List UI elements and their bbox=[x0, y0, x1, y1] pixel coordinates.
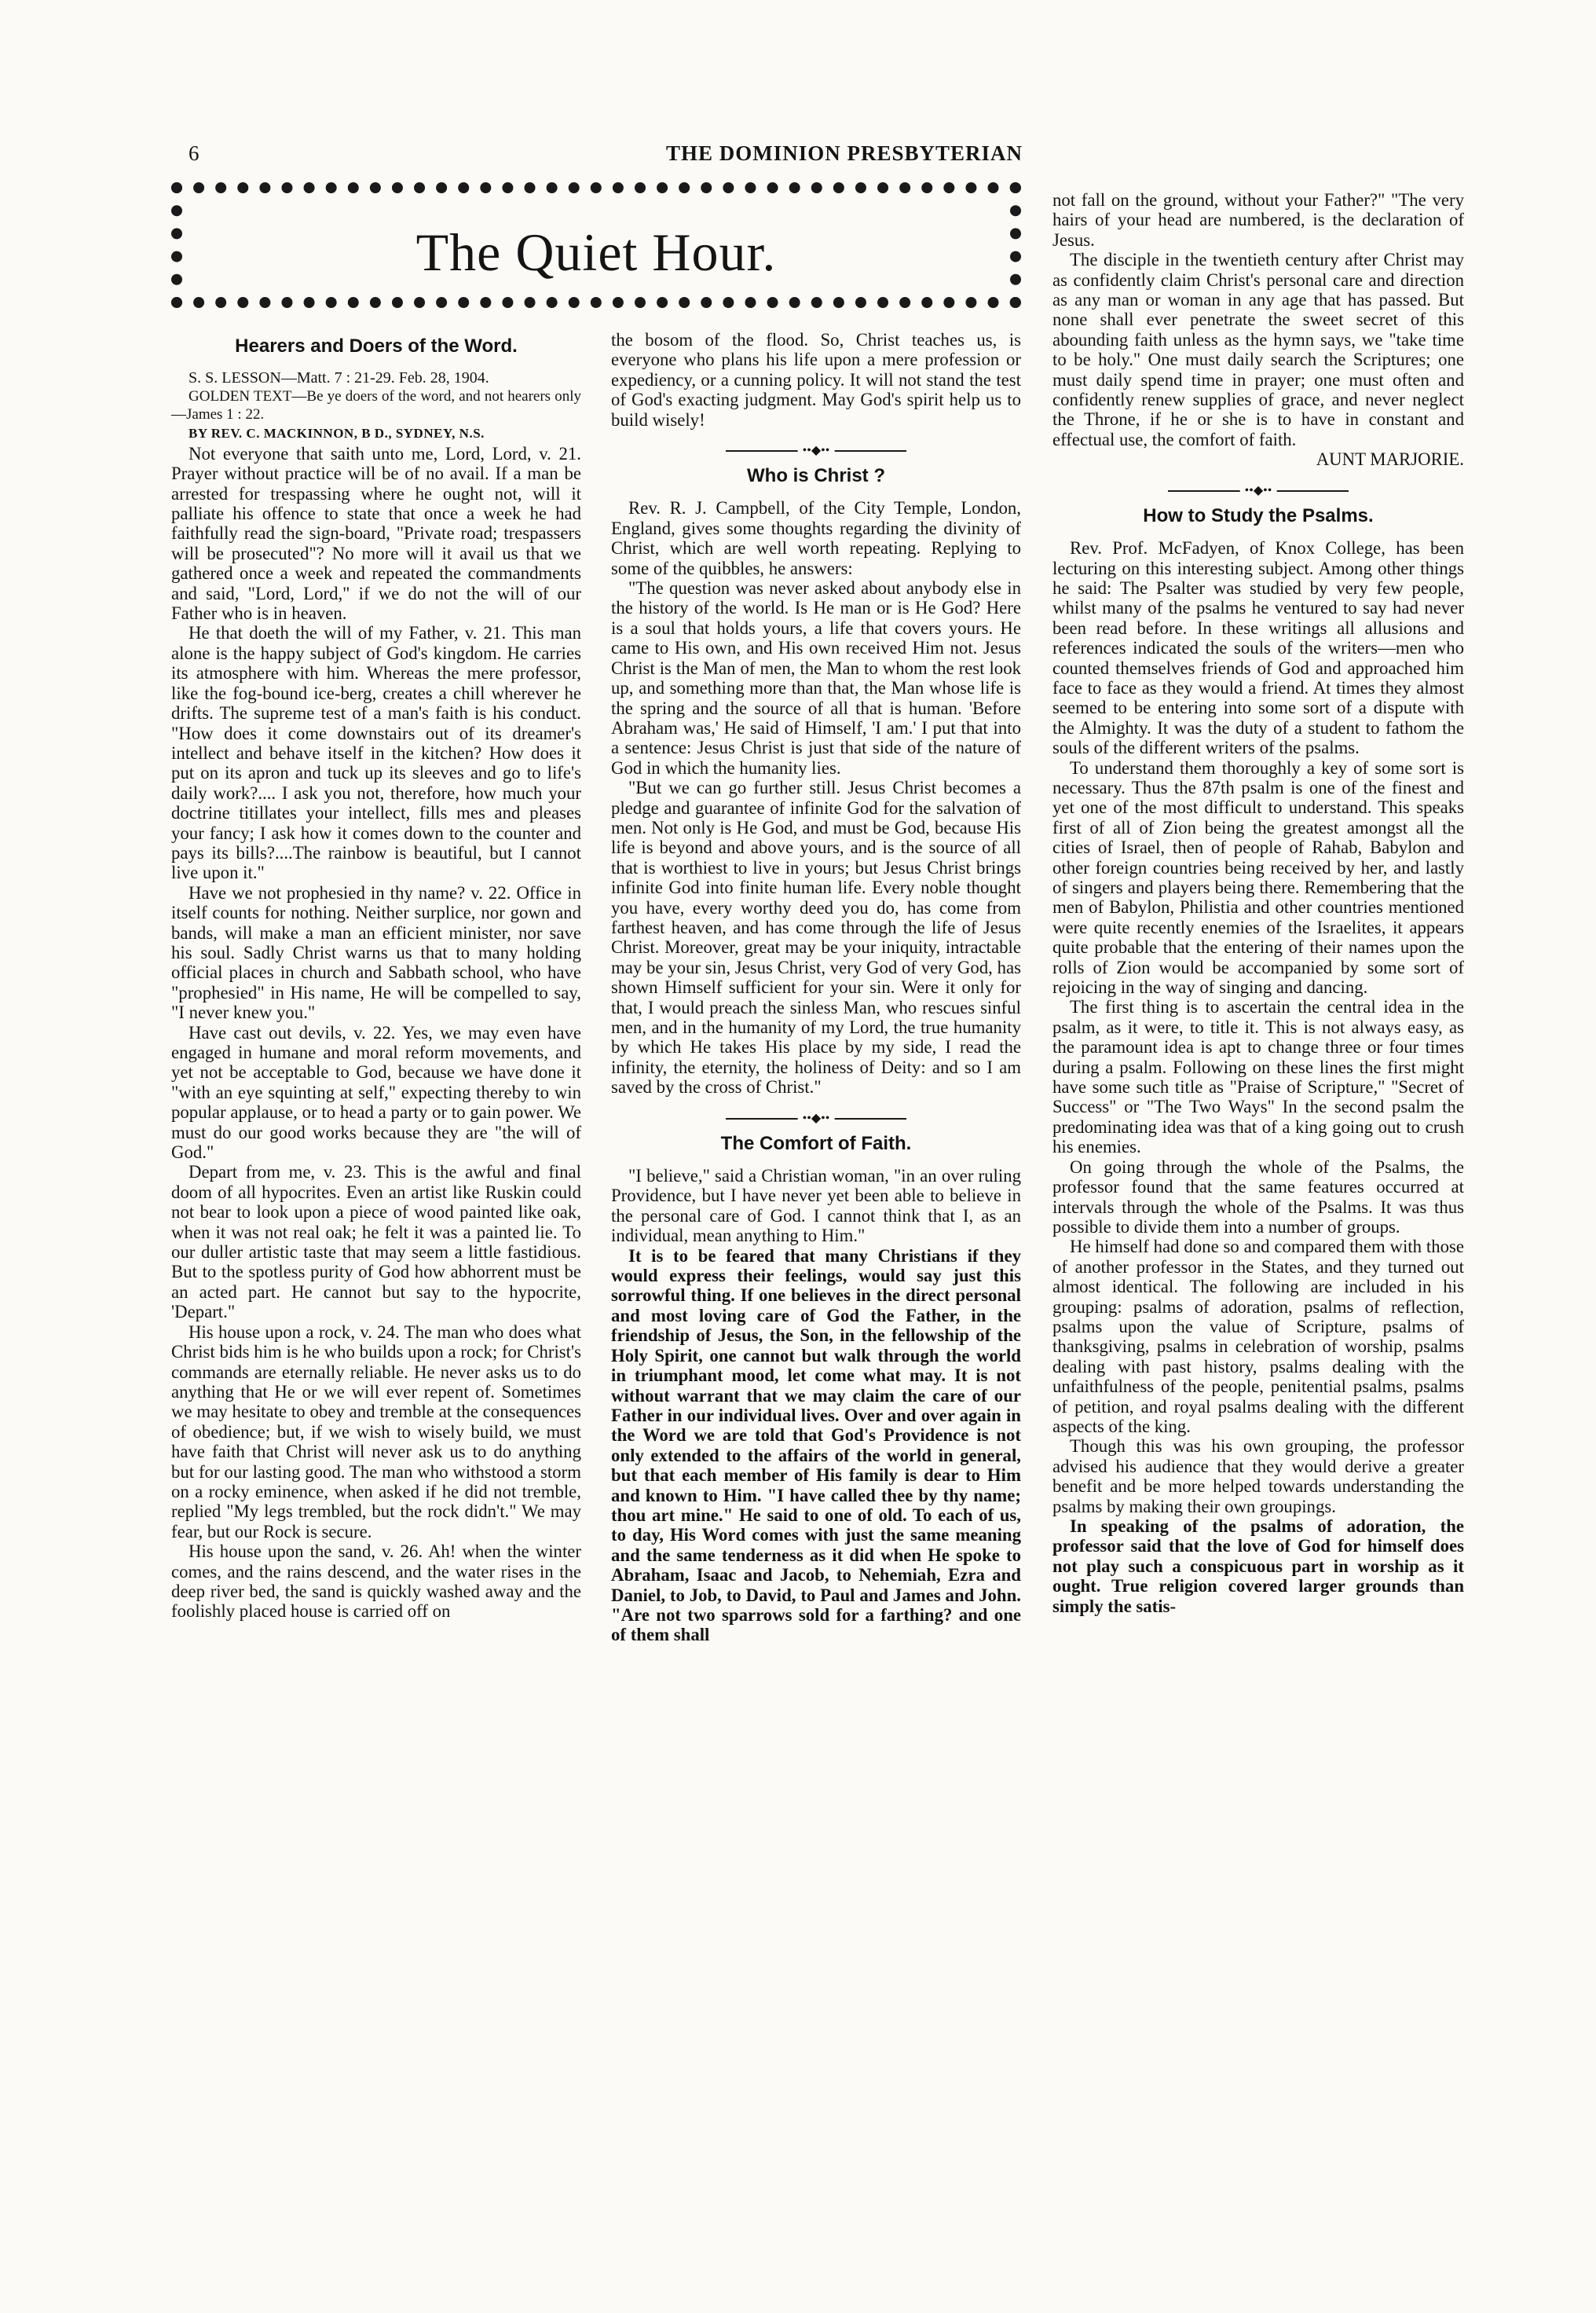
page-number: 6 bbox=[189, 141, 200, 165]
paragraph: Not everyone that saith unto me, Lord, Lord, v. 21. Prayer without practice will be of no avail. If a man be arrested for trespassing where he ought not, will it palliate his offence to state that once a week he had faithfully read the sign-board, "Private road; trespassers will be prosecuted"? No more will it avail us that we gathered once a week and repeated the commandments and said, "Lord, Lord," if we do not the will of our Father who is in heaven. bbox=[171, 443, 581, 624]
section-title: The Quiet Hour. bbox=[415, 222, 777, 282]
paragraph: Have we not prophesied in thy name? v. 22. Office in itself counts for nothing. Neither surplice, nor gown and bands, will make a man an efficient minister, nor save his soul. Sadly Christ warns us that to many holding official places in church and Sabbath school, who have "prophesied" in His name, He will be compelled to say, "I never knew you." bbox=[171, 882, 581, 1023]
section-divider bbox=[726, 1110, 906, 1127]
paragraph: "I believe," said a Christian woman, "in an over ruling Providence, but I have never yet been able to believe in the personal care of God. I cannot think that I, as an individual, mean anything to Him." bbox=[611, 1166, 1021, 1246]
paragraph: Rev. R. J. Campbell, of the City Temple, London, England, gives some thoughts regarding the divinity of Christ, which are well worth repeating. Replying to some of the quibbles, he answers: bbox=[611, 498, 1021, 578]
paragraph: "The question was never asked about anybody else in the history of the world. Is He man or is He God? Here is a soul that holds yours, a life that covers yours. He came to His own, and His own received Him not. Jesus Christ is the Man of men, the Man to whom the rest look up, and something more than that, the Man whose life is the spring and the source of all that is human. 'Before Abraham was,' He said of Himself, 'I am.' I put that into a sentence: Jesus Christ is just that side of the nature of God in which the humanity lies. bbox=[611, 578, 1021, 778]
article-heading-hearers-doers: Hearers and Doers of the Word. bbox=[235, 335, 518, 357]
column-2 bbox=[611, 330, 1021, 1645]
section-title-box bbox=[171, 182, 1021, 308]
paragraph: The disciple in the twentieth century after Christ may as confidently claim Christ's personal care and direction as any man or woman in any age that has passed. But none shall ever penetrate the sweet secret of this abounding faith unless as the hymn says, we "take time to be holy." One must daily search the Scriptures; one must daily spend time in prayer; one must often and confidently renew supplies of grace, and never neglect the Throne, if he or she is to have in constant and effectual use, the comfort of faith. bbox=[1052, 250, 1464, 449]
paragraph: Have cast out devils, v. 22. Yes, we may even have engaged in humane and moral reform movements, and yet not be acceptable to God, because we have done it "with an eye squinting at self," expecting thereby to win popular applause, or to head a party or to gain power. We must do our good works because they are "the will of God." bbox=[171, 1022, 581, 1163]
paragraph: He himself had done so and compared them with those of another professor in the States, and they turned out almost identical. The following are included in his grouping: psalms of adoration, psalms of reflection, psalms upon the value of Scripture, psalms of thanksgiving, psalms in celebration of worship, psalms dealing with past history, psalms dealing with the unfaithfulness of the people, penitential psalms, psalms of petition, and royal psalms dealing with the different aspects of the king. bbox=[1052, 1237, 1464, 1436]
section-divider bbox=[1168, 482, 1349, 500]
paragraph: Though this was his own grouping, the professor advised his audience that they would derive a greater benefit and be more helped towards understanding the psalms by making their own groupings. bbox=[1052, 1436, 1464, 1516]
paragraph-continuation: the bosom of the flood. So, Christ teaches us, is everyone who plans his life upon a mere profession or expediency, or a cunning policy. It will not stand the test of God's exacting judgment. May God's spirit help us to build wisely! bbox=[611, 330, 1021, 430]
divider-ornament-icon: ••◆•• bbox=[1240, 484, 1277, 498]
paragraph: On going through the whole of the Psalms, the professor found that the same features occurred at intervals through the whole of the Psalms. It was thus possible to divide them into a number of groups. bbox=[1052, 1156, 1464, 1237]
article-signature: AUNT MARJORIE. bbox=[1316, 449, 1464, 470]
paragraph: It is to be feared that many Christians if they would express their feelings, would say just this sorrowful thing. If one believes in the direct personal and most loving care of God the Father, in the friendship of Jesus, the Son, in the fellowship of the Holy Spirit, one cannot but walk through the world in triumphant mood, let come what may. It is not without warrant that we may claim the care of our Father in our individual lives. Over and over again in the Word we are told that God's Providence is not only extended to the affairs of the world in general, but that each member of His family is dear to Him and known to Him. "I have called thee by thy name; thou art mine." He said to one of old. To each of us, to day, His Word comes with just the same meaning and the same tenderness as it did when He spoke to Abraham, Isaac and Jacob, to Nehemiah, Ezra and Daniel, to Job, to David, to Paul and James and John. "Are not two sparrows sold for a farthing? and one of them shall bbox=[611, 1245, 1021, 1645]
divider-ornament-icon: ••◆•• bbox=[798, 444, 835, 458]
paragraph: "But we can go further still. Jesus Christ becomes a pledge and guarantee of infinite God for the salvation of men. Not only is He God, and must be God, because His life is beyond and above yours, and is the source of all that is worthiest to live in yours; but Jesus Christ brings infinite God into finite human life. Every noble thought you have, every worthy deed you do, has come from farthest heaven, and has come through the life of Jesus Christ. Moreover, great may be your iniquity, intractable may be your sin, Jesus Christ, very God of very God, has shown Himself sufficient for your sin. Were it only for that, I would preach the sinless Man, who rescues sinful men, and in the humanity of my Lord, the true humanity by which He takes His place by my side, I read the infinity, the eternity, the holiness of Deity: and so I am saved by the cross of Christ." bbox=[611, 778, 1021, 1098]
section-divider bbox=[726, 442, 906, 460]
paragraph: Depart from me, v. 23. This is the awful and final doom of all hypocrites. Even an artist like Ruskin could not bear to look upon a piece of wood painted like oak, when it was not real oak; he felt it was a painted lie. To our duller artistic taste that may seem a little fastidious. But to the spotless purity of God how abhorrent must be an acted part. He cannot but say to the hypocrite, 'Depart." bbox=[171, 1162, 581, 1322]
paragraph: He that doeth the will of my Father, v. 21. This man alone is the happy subject of God's kingdom. He carries its atmosphere with him. Whereas the mere professor, like the fog-bound ice-berg, creates a chill wherever he drifts. The supreme test of a man's faith is his conduct. "How does it come downstairs out of its dreamer's intellect and behave itself in the kitchen? How does it put on its apron and tuck up its sleeves and go to life's daily work?.... I ask you not, therefore, how much your doctrine titillates your intellect, fills mes and pleases your fancy; I ask how it comes down to the counter and pays its bills?....The rainbow is beautiful, but I cannot live upon it." bbox=[171, 623, 581, 883]
paragraph: The first thing is to ascertain the central idea in the psalm, as it were, to title it. This is not always easy, as the paramount idea is apt to change three or four times during a psalm. Following on these lines the first might have some such title as "Praise of Scripture," "Secret of Success" or "The Two Ways" In the second psalm the predominating idea was that of a king going out to crush his enemies. bbox=[1052, 997, 1464, 1157]
column-3 bbox=[1052, 190, 1464, 1616]
page-header bbox=[189, 141, 1023, 168]
article-heading-comfort-of-faith: The Comfort of Faith. bbox=[720, 1132, 912, 1154]
article-heading-who-is-christ: Who is Christ ? bbox=[747, 465, 885, 487]
paragraph-continuation: not fall on the ground, without your Father?" "The very hairs of your head are numbered, is the declaration of Jesus. bbox=[1052, 190, 1464, 250]
paragraph: Rev. Prof. McFadyen, of Knox College, has been lecturing on this interesting subject. Among other things he said: The Psalter was studied by very few people, whilst many of the psalms he ventured to say had never been read before. In these writings all allusions and references indicated the souls of the writers—men who counted themselves friends of God and approached him face to face as they would a friend. At times they almost seemed to be entering into some sort of a dispute with the Almighty. It was the duty of a student to fathom the souls of the different writers of the psalms. bbox=[1052, 538, 1464, 758]
lesson-reference: S. S. LESSON—Matt. 7 : 21-29. Feb. 28, 1904. bbox=[189, 369, 489, 387]
paragraph: To understand them thoroughly a key of some sort is necessary. Thus the 87th psalm is one of the finest and yet one of the most difficult to understand. This speaks first of all of Zion being the greatest amongst all the cities of Israel, then of people of Rahab, Babylon and other foreign countries being received by her, and lastly of singers and players being there. Remembering that the men of Babylon, Philistia and other countries mentioned were quite recently enemies of the Israelites, it appears quite probable that the entering of their names upon the rolls of Zion would be accompanied by some sort of rejoicing in the way of singing and dancing. bbox=[1052, 757, 1464, 998]
column-1 bbox=[171, 330, 581, 1622]
divider-ornament-icon: ••◆•• bbox=[798, 1112, 835, 1126]
article-byline: BY REV. C. MACKINNON, B D., SYDNEY, N.S. bbox=[189, 426, 485, 442]
golden-text: GOLDEN TEXT—Be ye doers of the word, and not hearers only—James 1 : 22. bbox=[171, 388, 581, 423]
paragraph: His house upon a rock, v. 24. The man who does what Christ bids him is he who builds upon a rock; for Christ's commands are eternally reliable. He never asks us to do anything that He or we will ever repent of. Sometimes we may hesitate to obey and tremble at the consequences of obedience; but, if we wish to wisely build, we must have faith that Christ will never ask us to do anything but for our lasting good. The man who withstood a storm on a rocky eminence, when asked if he did not tremble, replied "My legs trembled, but the rock didn't." We may fear, but our Rock is secure. bbox=[171, 1321, 581, 1541]
article-heading-study-psalms: How to Study the Psalms. bbox=[1143, 504, 1374, 526]
paragraph: His house upon the sand, v. 26. Ah! when the winter comes, and the rains descend, and the water rises in the deep river bed, the sand is quickly washed away and the foolishly placed house is carried off on bbox=[171, 1541, 581, 1622]
newspaper-name: THE DOMINION PRESBYTERIAN bbox=[665, 141, 1023, 165]
paragraph: In speaking of the psalms of adoration, the professor said that the love of God for himself does not play such a conspicuous part in worship as it ought. True religion covered larger grounds than simply the satis- bbox=[1052, 1516, 1464, 1616]
